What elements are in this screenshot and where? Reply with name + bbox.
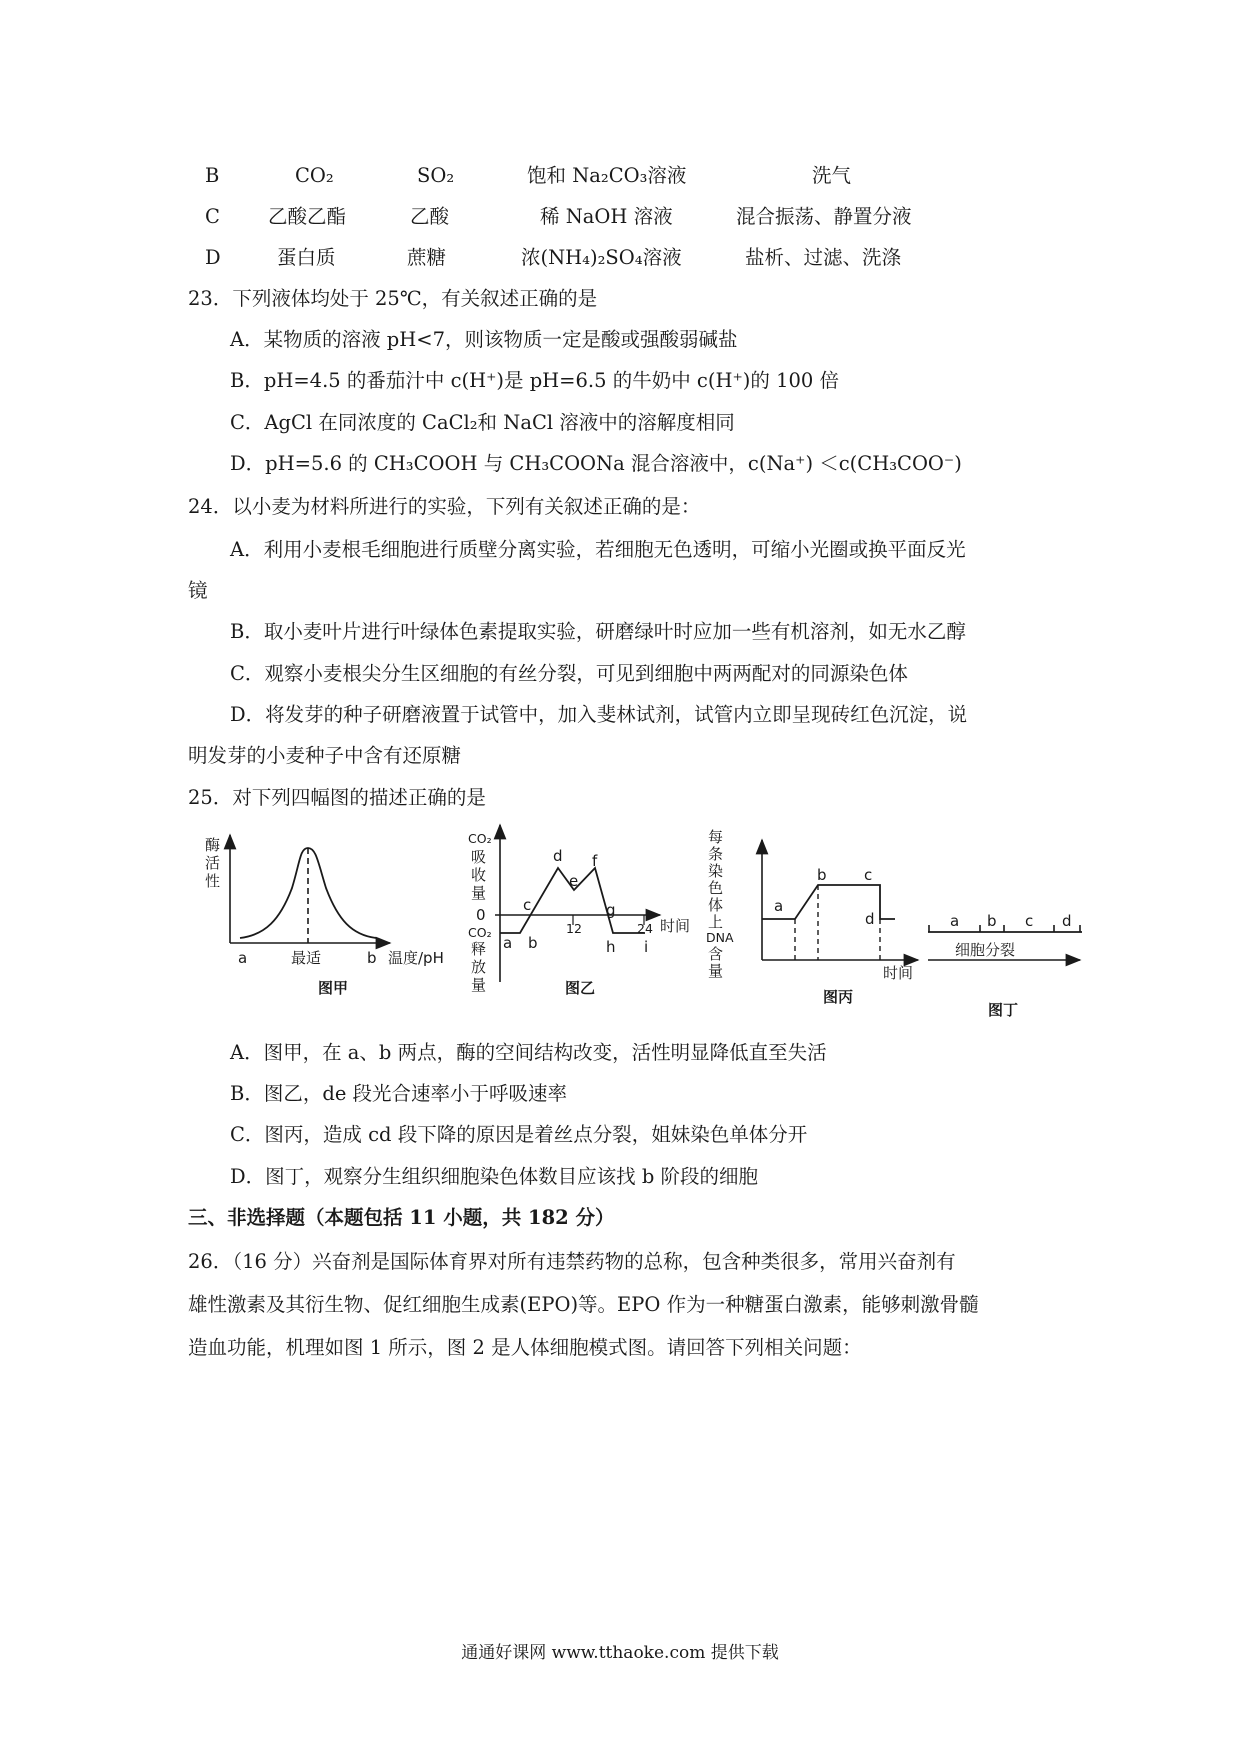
option-c: C．AgCl 在同浓度的 CaCl₂和 NaCl 溶液中的溶解度相同 (230, 411, 735, 434)
tick-label-12: 12 (566, 921, 582, 936)
point-optimum: 最适 (291, 949, 322, 967)
question-text-line: 雄性激素及其衍生物、促红细胞生成素(EPO)等。EPO 作为一种糖蛋白激素，能够刺激骨髓 (188, 1293, 979, 1316)
y-label-char: 每 (708, 828, 724, 846)
y-top-label: 吸 (471, 848, 487, 866)
point-a: a (238, 949, 248, 967)
row-method: 混合振荡、静置分液 (736, 205, 912, 228)
y-label-char: DNA (706, 930, 734, 945)
stage-d: d (1062, 912, 1072, 930)
point-c: c (523, 896, 532, 914)
row-method: 洗气 (812, 164, 852, 187)
point-c: c (864, 866, 873, 884)
x-axis-label: 时间 (660, 917, 691, 935)
option-c: C．图丙，造成 cd 段下降的原因是着丝点分裂，姐妹染色单体分开 (230, 1123, 808, 1146)
point-g: g (606, 901, 616, 919)
point-a: a (774, 897, 784, 915)
y-label-char: 染 (708, 862, 724, 880)
row-impurity: 乙酸 (410, 205, 450, 228)
point-a: a (503, 934, 513, 952)
y-label-char: 条 (708, 845, 724, 863)
stage-c: c (1025, 912, 1034, 930)
x-axis-label: 温度/pH (388, 949, 444, 967)
caption: 图乙 (565, 979, 596, 997)
y-label-char: 量 (708, 962, 724, 980)
stage-b: b (987, 912, 997, 930)
y-bottom-label: 放 (471, 958, 487, 976)
option-a: A．利用小麦根毛细胞进行质壁分离实验，若细胞无色透明，可缩小光圈或换平面反光 (230, 538, 966, 561)
row-impurity: SO₂ (417, 164, 455, 187)
question-text-line: 26．（16 分）兴奋剂是国际体育界对所有违禁药物的总称，包含种类很多，常用兴奋剂有 (188, 1250, 956, 1273)
y-top-label: 收 (471, 866, 487, 884)
row-reagent: 浓(NH₄)₂SO₄溶液 (521, 246, 682, 269)
option-d-continued: 明发芽的小麦种子中含有还原糖 (188, 744, 462, 767)
option-b: B．图乙，de 段光合速率小于呼吸速率 (230, 1082, 568, 1105)
option-a: A．图甲，在 a、b 两点，酶的空间结构改变，活性明显降低直至失活 (230, 1041, 827, 1064)
question-25-stem: 25．对下列四幅图的描述正确的是 (188, 786, 486, 809)
arrow-label: 细胞分裂 (955, 941, 1016, 959)
figure-jia (205, 835, 444, 997)
point-b: b (367, 949, 377, 967)
x-axis-label: 时间 (883, 964, 914, 982)
option-b: B．pH=4.5 的番茄汁中 c(H⁺)是 pH=6.5 的牛奶中 c(H⁺)的 100 倍 (230, 369, 839, 392)
question-stem: 23．下列液体均处于 25℃，有关叙述正确的是 (188, 287, 598, 310)
option-b: B．取小麦叶片进行叶绿体色素提取实验，研磨绿叶时应加一些有机溶剂，如无水乙醇 (230, 620, 966, 643)
y-top-label: 量 (471, 884, 487, 902)
figure-bing (706, 828, 918, 1006)
axis (495, 825, 660, 982)
y-top-label: CO₂ (468, 831, 492, 846)
row-reagent: 饱和 Na₂CO₃溶液 (527, 164, 687, 187)
page-footer: 通通好课网 www.tthaoke.com 提供下载 (461, 1643, 779, 1663)
y-label-char: 酶 (205, 836, 221, 854)
y-label-char: 体 (708, 896, 724, 914)
row-method: 盐析、过滤、洗涤 (745, 246, 902, 269)
y-label-char: 上 (708, 913, 724, 931)
row-letter: C (205, 205, 220, 228)
point-d: d (865, 910, 875, 928)
point-f: f (592, 852, 598, 870)
option-a-continued: 镜 (188, 579, 208, 602)
row-letter: B (205, 164, 220, 187)
question-stem: 24．以小麦为材料所进行的实验，下列有关叙述正确的是： (188, 495, 701, 518)
option-d: D．图丁，观察分生组织细胞染色体数目应该找 b 阶段的细胞 (230, 1165, 759, 1188)
section-heading: 三、非选择题（本题包括 11 小题，共 182 分） (188, 1206, 615, 1229)
y-label-char: 色 (708, 879, 724, 897)
point-i: i (644, 938, 649, 956)
axis (230, 835, 390, 943)
row-substance: CO₂ (295, 164, 334, 187)
y-label-char: 含 (708, 945, 724, 963)
row-reagent: 稀 NaOH 溶液 (540, 205, 673, 228)
caption: 图甲 (318, 979, 349, 997)
point-d: d (553, 847, 563, 865)
row-letter: D (205, 246, 221, 269)
tick-label-24: 24 (637, 921, 653, 936)
point-b: b (817, 866, 827, 884)
figure-yi (468, 825, 690, 997)
caption: 图丁 (988, 1001, 1019, 1019)
row-impurity: 蔗糖 (407, 246, 447, 269)
stage-a: a (950, 912, 960, 930)
y-label-char: 性 (205, 872, 221, 890)
row-substance: 乙酸乙酯 (268, 205, 347, 228)
question-text-line: 造血功能，机理如图 1 所示，图 2 是人体细胞模式图。请回答下列相关问题： (188, 1336, 862, 1359)
row-substance: 蛋白质 (277, 246, 336, 269)
axis (762, 840, 918, 960)
y-bottom-label: 量 (471, 976, 487, 994)
option-d: D．pH=5.6 的 CH₃COOH 与 CH₃COONa 混合溶液中，c(Na⁺) ＜c(CH₃COO⁻) (230, 452, 962, 475)
option-d: D．将发芽的种子研磨液置于试管中，加入斐林试剂，试管内立即呈现砖红色沉淀，说 (230, 703, 968, 726)
y-label-char: 活 (205, 854, 221, 872)
zero-label: 0 (476, 906, 486, 924)
point-b: b (528, 934, 538, 952)
option-a: A．某物质的溶液 pH<7，则该物质一定是酸或强酸弱碱盐 (230, 328, 738, 351)
y-bottom-label: CO₂ (468, 925, 492, 940)
y-bottom-label: 释 (471, 940, 487, 958)
option-c: C．观察小麦根尖分生区细胞的有丝分裂，可见到细胞中两两配对的同源染色体 (230, 662, 908, 685)
point-h: h (606, 938, 616, 956)
caption: 图丙 (823, 988, 854, 1006)
point-e: e (569, 872, 579, 890)
figure-ding (928, 912, 1082, 1019)
